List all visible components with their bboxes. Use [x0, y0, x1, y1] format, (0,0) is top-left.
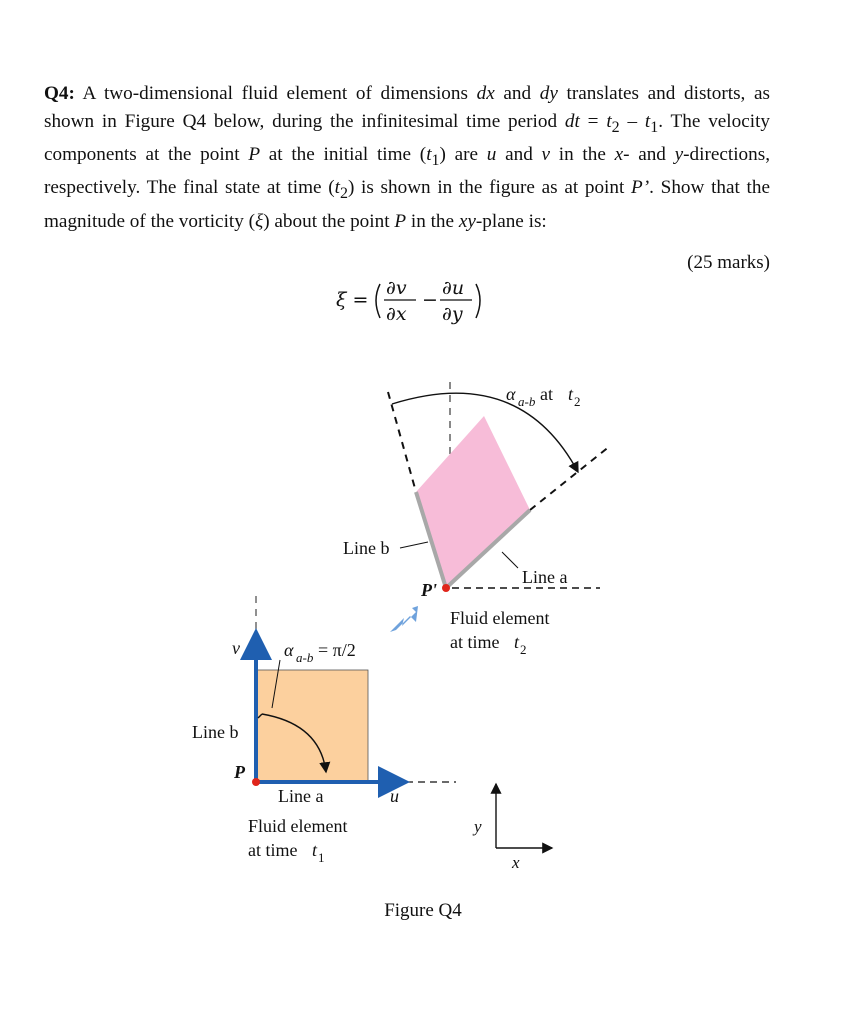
at-time-t2-label: at time [450, 632, 500, 652]
figure-q4 [180, 370, 620, 890]
transition-arrow [390, 606, 418, 632]
question-var: xy [458, 210, 476, 232]
question-var: P [248, 144, 261, 166]
question-sub: 2 [339, 185, 348, 203]
fluid-element-t1-label: Fluid element [248, 816, 348, 836]
question-var: v [541, 144, 551, 166]
question-segment: -plane is: [475, 210, 547, 232]
alpha-final-t-sub: 2 [574, 394, 581, 409]
alpha-initial-sub: a-b [296, 650, 314, 665]
p-prime-label: P' [421, 580, 437, 600]
question-segment: in the [406, 210, 459, 232]
question-segment: – [619, 110, 645, 132]
alpha-final-sub: a-b [518, 394, 536, 409]
alpha-final-t: t [568, 384, 574, 404]
question-segment: ) are [439, 144, 487, 166]
u-label: u [390, 786, 399, 806]
v-label: v [232, 638, 240, 658]
line-b-extension-dashed [388, 392, 416, 492]
alpha-initial-symbol: α [284, 640, 294, 660]
question-var: dt [564, 110, 580, 132]
at-time-t1-t: t [312, 840, 318, 860]
left-paren [376, 284, 380, 318]
at-time-t2-sub: 2 [520, 642, 527, 657]
fluid-element-t2-label: Fluid element [450, 608, 550, 628]
question-var: t [334, 177, 340, 199]
alpha-initial-value: = π/2 [318, 640, 356, 660]
question-var: P [394, 210, 407, 232]
equation-num1: ∂v [386, 277, 407, 299]
question-var: u [486, 144, 497, 166]
line-b-bottom-label: Line b [192, 722, 239, 742]
question-var: P’ [631, 177, 650, 199]
question-segment: - and [623, 144, 675, 166]
question-segment: -directions, respectively. The final state at time ( [44, 144, 771, 199]
question-var: t [644, 110, 651, 132]
equation-num2: ∂u [442, 277, 465, 299]
at-time-t1-sub: 1 [318, 850, 325, 865]
question-segment: in the [550, 144, 615, 166]
line-a-bottom-label: Line a [278, 786, 324, 806]
p-label: P [234, 762, 245, 782]
question-var: ξ [255, 210, 264, 232]
question-segment: and [496, 144, 542, 166]
equation-den1: ∂x [386, 303, 407, 325]
equation-den2: ∂y [442, 303, 463, 325]
question-segment: . Show that the magnitude of the vorticity ( [44, 177, 770, 232]
question-segment: translates and distorts, as shown in Figure Q4 below, during the infinitesimal time period [44, 83, 770, 132]
line-b-top-leader [400, 542, 428, 548]
line-a-extension-dashed [530, 446, 610, 510]
question-var: t [426, 144, 432, 166]
axis-x-label: x [512, 853, 520, 872]
marks-label: (25 marks) [687, 252, 770, 273]
question-var: dx [476, 83, 495, 104]
question-segment: ) about the point [263, 210, 395, 232]
alpha-final-at: at [540, 384, 553, 404]
equation-minus: − [422, 289, 438, 311]
right-paren [476, 284, 480, 318]
question-segment: ) is shown in the figure as at point [347, 177, 632, 199]
question-segment: at the initial time ( [260, 144, 427, 166]
line-b-top-label: Line b [343, 538, 390, 558]
vorticity-equation [336, 272, 516, 328]
question-sub: 2 [611, 118, 620, 136]
question-var: dy [539, 83, 558, 104]
question-label: Q4: [44, 83, 75, 104]
at-time-t1-label: at time [248, 840, 298, 860]
at-time-t2-t: t [514, 632, 520, 652]
fluid-element-t1 [256, 670, 368, 782]
equation-lhs: ξ = [336, 289, 369, 311]
question-segment: and [494, 83, 540, 104]
question-text [44, 80, 770, 235]
question-sub: 1 [431, 151, 440, 169]
question-segment: A two-dimensional fluid element of dimensions [74, 83, 477, 104]
question-segment: = [579, 110, 607, 132]
figure-caption: Figure Q4 [384, 900, 462, 921]
line-a-top-label: Line a [522, 567, 568, 587]
point-p [252, 778, 260, 786]
question-segment: . The velocity components at the point [44, 110, 771, 166]
question-var: t [606, 110, 612, 132]
question-var: x [614, 144, 624, 166]
question-var: y [674, 144, 684, 166]
alpha-final-symbol: α [506, 384, 516, 404]
line-a-top-leader [502, 552, 518, 568]
axis-y-label: y [474, 817, 482, 836]
point-p-prime [442, 584, 450, 592]
question-sub: 1 [650, 118, 659, 136]
